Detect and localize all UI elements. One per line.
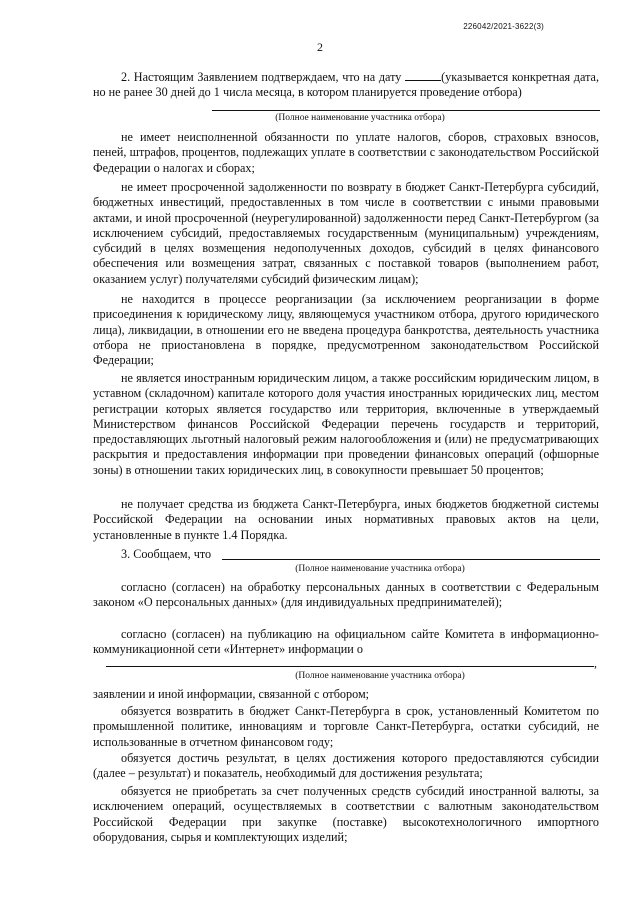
section2-item-3: не находится в процессе реорганизации (за исключением реорганизации в форме присоединения к юридическому лицу, являющемуся участником отбора, другого юридического лица), ликвидации, в отношении его не введена процедура банкротства, деятельность участника отбора не приостановлена в порядке, предусмотренном законодательством Российской Федерации; (93, 292, 599, 368)
comma-mark: , (594, 656, 597, 670)
page-number: 2 (317, 40, 323, 54)
consent-personal-data: согласно (согласен) на обработку персональных данных в соответствии с Федеральным законом «О персональных данных» (для индивидуальных предпринимателей); (93, 580, 599, 610)
section2-item-2: не имеет просроченной задолженности по возврату в бюджет Санкт-Петербурга субсидий, бюджетных инвестиций, предоставленных в том числе в соответствии с иными правовыми актами, и иной просроченной (неурегулированной) задолженности перед Санкт-Петербургом (за исключением субсидий, предоставляемых государственным (муниципальным) учреждениям, субсидий в целях возмещения недополученных доходов, субсидий в целях финансового обеспечения или возмещения затрат, связанных с поставкой товаров (выполнением работ, оказанием услуг) получателями субсидий физическим лицам); (93, 180, 599, 286)
participant-caption-2: (Полное наименование участника отбора) (295, 564, 465, 574)
participant-name-line (212, 110, 600, 111)
participant-caption: (Полное наименование участника отбора) (275, 113, 445, 123)
date-blank-line (405, 70, 441, 81)
section3-item-2: обязуется возвратить в бюджет Санкт-Петербурга в срок, установленный Комитетом по промышленной политике, инновациям и торговле Санкт-Петербурга, остатки субсидий, не использованные в отчетном финансовом году; (93, 704, 599, 749)
participant-name-line-3 (106, 666, 594, 667)
document-id: 226042/2021-3622(3) (463, 22, 544, 31)
section2-intro-part2: (указывается конкретная дата, но не ранее 30 дней до 1 числа месяца, в котором планируется проведение отбора) (93, 70, 600, 100)
section3-item-1: заявлении и иной информации, связанной с отбором; (93, 687, 370, 701)
section2-item-1: не имеет неисполненной обязанности по уплате налогов, сборов, страховых взносов, пеней, штрафов, процентов, подлежащих уплате в соответствии с законодательством Российской Федерации о налогах и сборах; (93, 130, 599, 175)
section2-intro (93, 70, 599, 101)
section2-intro-part1: 2. Настоящим Заявлением подтверждаем, что на дату (121, 70, 402, 84)
section3-intro-text: 3. Сообщаем, что (121, 547, 212, 561)
section3-item-3: обязуется достичь результат, в целях достижения которого предоставляются субсидии (далее – результат) и показатель, необходимый для достижения результата; (93, 751, 599, 781)
participant-caption-3: (Полное наименование участника отбора) (295, 671, 465, 681)
section3-item-4: обязуется не приобретать за счет полученных средств субсидий иностранной валюты, за исключением операций, осуществляемых в соответствии с валютным законодательством Российской Федерации при закупке (поставке) высокотехнологичного импортного оборудования, сырья и комплектующих изделий; (93, 784, 599, 844)
section2-item-4: не является иностранным юридическим лицом, а также российским юридическим лицом, в уставном (складочном) капитале которого доля участия иностранных юридических лиц, местом регистрации которых является государство или территория, включенные в утверждаемый Министерством финансов Российской Федерации перечень государств и территорий, предоставляющих льготный налоговый режим налогообложения и (или) не предусматривающих раскрытия и предоставления информации при проведении финансовых операций (офшорные зоны) в отношении таких юридических лиц, в совокупности превышает 50 процентов; (93, 371, 599, 477)
consent-publication: согласно (согласен) на публикацию на официальном сайте Комитета в информационно-коммуникационной сети «Интернет» информации о (93, 627, 599, 657)
participant-name-line-2 (222, 559, 600, 560)
section2-item-5: не получает средства из бюджета Санкт-Петербурга, иных бюджетов бюджетной системы Российской Федерации на основании иных нормативных правовых актов на цели, установленные в пункте 1.4 Порядка. (93, 497, 599, 542)
section3-intro (93, 547, 599, 562)
